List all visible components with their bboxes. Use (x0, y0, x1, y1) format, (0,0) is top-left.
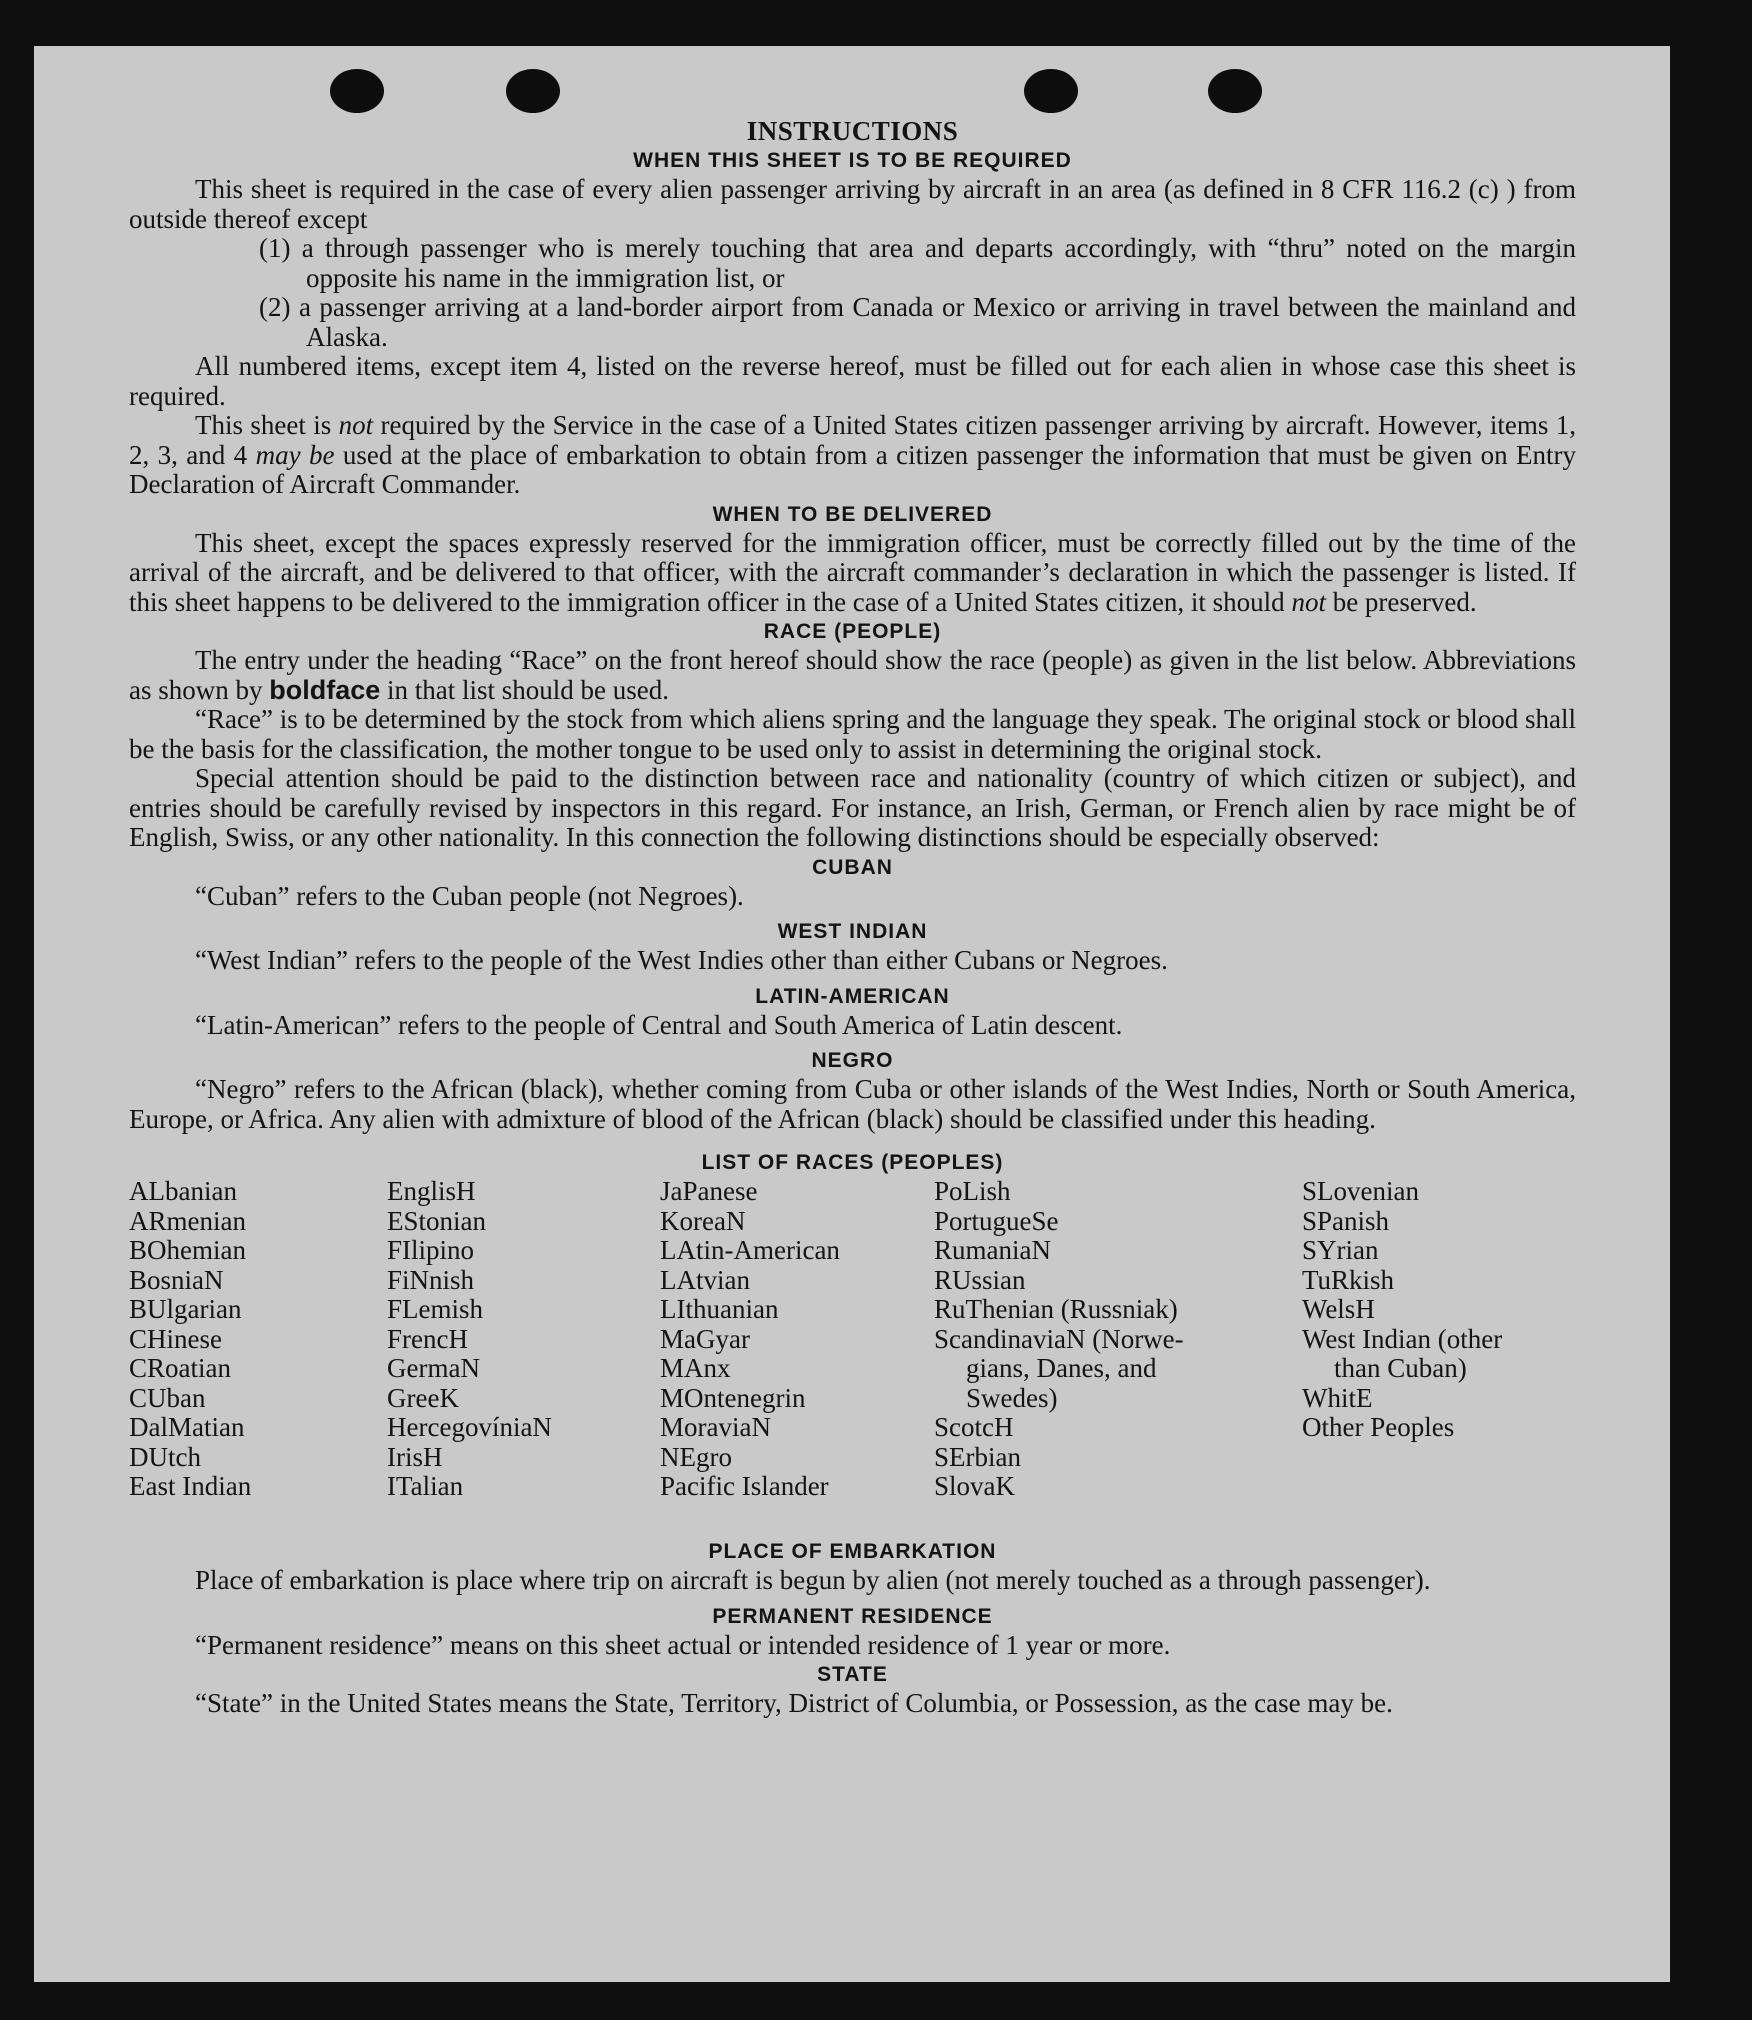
race-item: CHinese (129, 1323, 222, 1354)
race-name-continued: gians, Danes, and (966, 1353, 1157, 1383)
heading-race: RACE (PEOPLE) (763, 620, 942, 643)
race-item: NEgro (660, 1441, 732, 1472)
paragraph: All numbered items, except item 4, listed on the reverse hereof, must be filled out for each alien in whose case this sheet is required. (129, 351, 1576, 411)
race-name-continued: Swedes) (966, 1382, 1058, 1413)
heading-negro: NEGRO (811, 1049, 894, 1072)
race-item: SLovenian (1302, 1176, 1419, 1206)
race-column (660, 1177, 930, 1502)
race-item: ALbanian (129, 1176, 237, 1206)
text-span: required by the Service in the case of a United States citizen passenger arriving by aircraft. However, items 1, 2, 3, and 4 (129, 410, 1576, 470)
text-span: used at the place of embarkation to obtain from a citizen passenger the information that must be given on Entry Declaration of Aircraft Commander. (129, 439, 1577, 499)
italic-text: not (338, 410, 374, 440)
list-item: (2) a passenger arriving at a land-border airport from Canada or Mexico or arriving in travel between the mainland and Alaska. (259, 292, 1576, 352)
heading-when-delivered: WHEN TO BE DELIVERED (712, 502, 993, 526)
paragraph (129, 646, 1576, 705)
race-item: HercegovíniaN (387, 1412, 552, 1442)
race-item: East Indian (129, 1471, 252, 1501)
definition-text: “Negro” refers to the African (black), whether coming from Cuba or other islands of the West Indies, North or South America, Europe, or Africa. Any alien with admixture of blood of the African (black) should be classified under this heading. (129, 1074, 1576, 1134)
race-item: SPanish (1302, 1205, 1390, 1236)
race-name: ScandinaviaN (Norwe- (934, 1323, 1184, 1354)
race-item (1302, 1325, 1577, 1384)
italic-text: may be (255, 439, 335, 470)
race-item: DalMatian (129, 1412, 245, 1442)
heading-permanent-residence: PERMANENT RESIDENCE (712, 1604, 993, 1628)
race-item: DUtch (129, 1441, 201, 1472)
paragraph: “Race” is to be determined by the stock from which aliens spring and the language they speak. The original stock or blood shall be the basis for the classification, the mother tongue to be used only to assist in determining the original stock. (129, 704, 1576, 764)
race-item: WelsH (1302, 1294, 1375, 1324)
race-item: MaGyar (660, 1323, 750, 1354)
punch-hole (330, 69, 384, 113)
race-item: LAtvian (660, 1264, 750, 1295)
race-item: Other Peoples (1302, 1412, 1455, 1442)
document-sheet (34, 46, 1670, 1982)
paragraph: Special attention should be paid to the distinction between race and nationality (country of which citizen or subject), and entries should be carefully revised by inspectors in this regard. For instance, an Irish, German, or French alien by race might be of English, Swiss, or any other nationality. In this connection the following distinctions should be especially observed: (129, 763, 1576, 852)
punch-hole (1024, 69, 1078, 113)
race-item: EStonian (387, 1205, 486, 1236)
heading-list-of-races: LIST OF RACES (PEOPLES) (701, 1151, 1004, 1174)
race-item: GreeK (387, 1382, 459, 1413)
race-item: TuRkish (1302, 1264, 1395, 1295)
text-span: This sheet is (195, 410, 339, 440)
race-item: BUlgarian (129, 1294, 242, 1324)
race-name-continued: than Cuban) (1334, 1353, 1467, 1383)
race-item: EnglisH (387, 1176, 476, 1206)
race-item: FIlipino (387, 1235, 475, 1265)
race-group (934, 1177, 1254, 1325)
race-item: FrencH (387, 1323, 468, 1354)
race-item: LAtin-American (660, 1235, 840, 1265)
definition-text: “Cuban” refers to the Cuban people (not Negroes). (195, 880, 744, 911)
bold-text: boldface (269, 674, 381, 705)
definition-text: Place of embarkation is place where trip on aircraft is begun by alien (not merely touched as a through passenger). (195, 1565, 1431, 1595)
race-name: West Indian (other (1302, 1323, 1503, 1354)
race-item: BosniaN (129, 1264, 224, 1295)
race-group (934, 1413, 1254, 1502)
race-column (1302, 1177, 1577, 1443)
heading-when-required: WHEN THIS SHEET IS TO BE REQUIRED (633, 149, 1072, 172)
race-column (387, 1177, 647, 1502)
text-span: be preserved. (1325, 586, 1477, 617)
race-item: PortugueSe (934, 1205, 1059, 1236)
race-group (1302, 1384, 1577, 1443)
race-item: KoreaN (660, 1205, 746, 1236)
heading-cuban: CUBAN (812, 855, 893, 879)
race-item: PoLish (934, 1176, 1011, 1206)
race-list (129, 1177, 1576, 1533)
race-item: FLemish (387, 1294, 484, 1324)
race-item: GermaN (387, 1353, 480, 1383)
italic-text: not (1291, 586, 1326, 617)
definition-text: “Latin-American” refers to the people of Central and South America of Latin descent. (195, 1009, 1123, 1040)
paragraph: This sheet is required in the case of every alien passenger arriving by aircraft in an area (as defined in 8 CFR 116.2 (c) ) from outside thereof except (129, 174, 1576, 234)
heading-west-indian: WEST INDIAN (777, 920, 928, 943)
race-item: MOntenegrin (660, 1382, 806, 1413)
race-item: LIthuanian (660, 1294, 779, 1324)
race-item: SYrian (1302, 1235, 1379, 1265)
text-span: The entry under the heading “Race” on the front hereof should show the race (people) as given in the list below. Abbreviations as shown by (129, 645, 1576, 705)
definition-text: “Permanent residence” means on this sheet actual or intended residence of 1 year or more. (195, 1629, 1171, 1660)
heading-place-of-embarkation: PLACE OF EMBARKATION (708, 1540, 997, 1563)
race-column (934, 1177, 1254, 1502)
race-item: SErbian (934, 1441, 1021, 1472)
race-item: CRoatian (129, 1353, 231, 1383)
list-item: (1) a through passenger who is merely touching that area and departs accordingly, with “thru” noted on the margin opposite his name in the immigration list, or (259, 233, 1576, 293)
punch-hole (1208, 69, 1262, 113)
race-item: ARmenian (129, 1205, 246, 1236)
instructions-content (129, 116, 1576, 1719)
race-item: IrisH (387, 1441, 443, 1472)
race-item: FiNnish (387, 1264, 475, 1295)
race-item: RUssian (934, 1264, 1026, 1295)
page-title: INSTRUCTIONS (746, 116, 959, 146)
race-item: WhitE (1302, 1382, 1373, 1413)
heading-state: STATE (817, 1663, 888, 1686)
paragraph (129, 411, 1576, 500)
race-group (1302, 1177, 1577, 1325)
race-item: RumaniaN (934, 1235, 1051, 1265)
race-item: CUban (129, 1382, 206, 1413)
race-item: ScotcH (934, 1412, 1014, 1442)
text-span: in that list should be used. (380, 674, 670, 705)
race-item: RuThenian (Russniak) (934, 1294, 1178, 1324)
race-item: BOhemian (129, 1235, 246, 1265)
race-item: MAnx (660, 1353, 731, 1383)
race-column (129, 1177, 379, 1502)
race-item (934, 1325, 1254, 1414)
text-span: This sheet, except the spaces expressly reserved for the immigration officer, must be correctly filled out by the time of the arrival of the aircraft, and be delivered to that officer, with the aircraft commander’s declaration in which the passenger is listed. If this sheet happens to be delivered to the immigration officer in the case of a United States citizen, it should (129, 527, 1576, 617)
definition-text: “State” in the United States means the State, Territory, District of Columbia, or Possession, as the case may be. (195, 1688, 1393, 1718)
definition-text: “West Indian” refers to the people of the West Indies other than either Cubans or Negroes. (195, 945, 1168, 975)
heading-latin-american: LATIN-AMERICAN (755, 984, 950, 1008)
race-item: MoraviaN (660, 1412, 771, 1442)
race-item: JaPanese (660, 1176, 758, 1206)
paragraph (129, 529, 1576, 618)
race-item: Pacific Islander (660, 1471, 829, 1501)
race-item: ITalian (387, 1471, 464, 1501)
race-item: SlovaK (934, 1471, 1015, 1501)
punch-hole (506, 69, 560, 113)
